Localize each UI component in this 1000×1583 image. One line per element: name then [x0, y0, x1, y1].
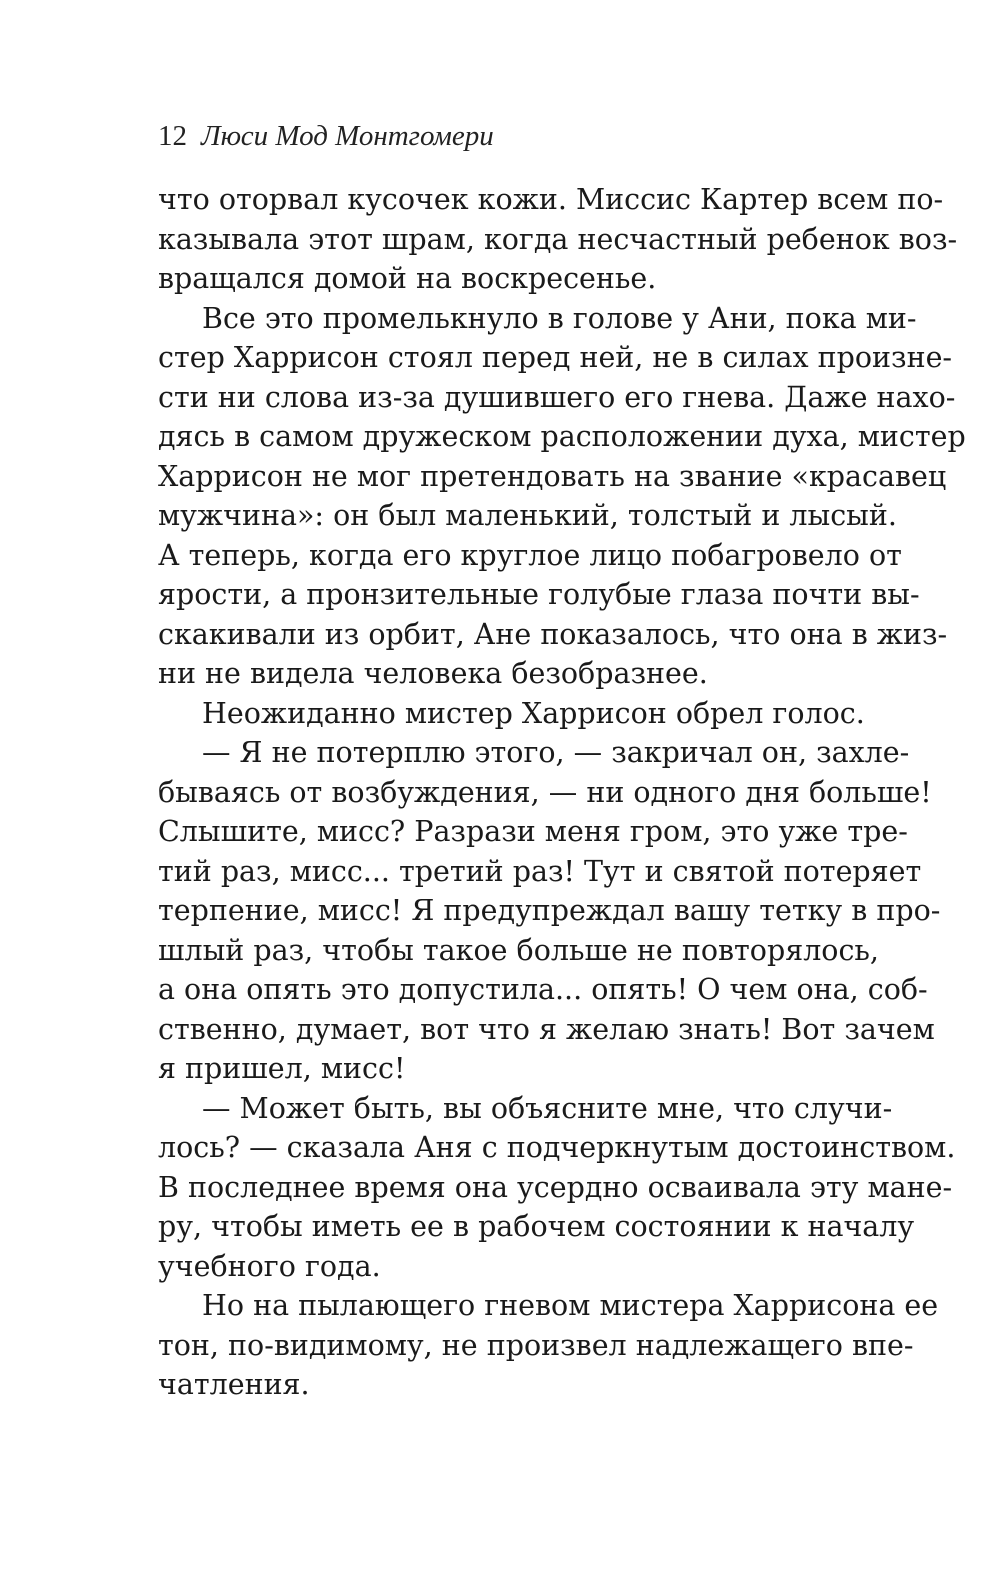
- text-line: а она опять это допустила... опять! О чем она, соб-: [158, 973, 928, 1006]
- text-line: стер Харрисон стоял перед ней, не в силах произне-: [158, 341, 953, 374]
- text-line: Слышите, мисс? Разрази меня гром, это уже тре-: [158, 815, 908, 848]
- text-line: я пришел, мисс!: [158, 1052, 406, 1085]
- text-line: учебного года.: [158, 1249, 381, 1283]
- text-line: скакивали из орбит, Ане показалось, что она в жиз-: [158, 617, 948, 651]
- text-line: казывала этот шрам, когда несчастный ребенок воз-: [158, 222, 958, 256]
- text-line: что оторвал кусочек кожи. Миссис Картер всем по-: [158, 183, 944, 216]
- text-line: Но на пылающего гневом мистера Харрисона ее: [202, 1289, 939, 1322]
- text-line: тий раз, мисс... третий раз! Тут и святой потеряет: [158, 854, 922, 888]
- text-line: А теперь, когда его круглое лицо побагровело от: [158, 538, 902, 572]
- text-line: вращался домой на воскресенье.: [158, 262, 657, 295]
- text-line: Харрисон не мог претендовать на звание «красавец: [158, 459, 947, 493]
- text-line: ни не видела человека безобразнее.: [158, 657, 708, 690]
- text-line: В последнее время она усердно осваивала эту мане-: [158, 1170, 953, 1204]
- text-line: ярости, а пронзительные голубые глаза почти вы-: [158, 578, 920, 611]
- text-line: сти ни слова из-за душившего его гнева. Даже нахо-: [158, 380, 956, 414]
- text-line: дясь в самом дружеском расположении духа, мистер: [158, 420, 966, 453]
- text-line: шлый раз, чтобы такое больше не повторялось,: [158, 933, 879, 967]
- text-line: мужчина»: он был маленький, толстый и лысый.: [158, 499, 897, 532]
- running-head: [158, 118, 494, 154]
- text-line: Все это промелькнуло в голове у Ани, пока ми-: [202, 301, 917, 335]
- text-line: лось? — сказала Аня с подчеркнутым достоинством.: [158, 1131, 956, 1164]
- page-number: 12: [158, 120, 187, 152]
- text-line: бываясь от возбуждения, — ни одного дня больше!: [158, 775, 932, 809]
- text-line: Неожиданно мистер Харрисон обрел голос.: [202, 696, 865, 730]
- text-line: терпение, мисс! Я предупреждал вашу тетку в про-: [158, 894, 941, 927]
- text-line: ственно, думает, вот что я желаю знать! Вот зачем: [158, 1012, 935, 1046]
- text-line: чатления.: [158, 1368, 310, 1401]
- body-text: [158, 180, 966, 1405]
- text-line: ру, чтобы иметь ее в рабочем состоянии к началу: [158, 1210, 915, 1243]
- text-line: — Я не потерплю этого, — закричал он, захле-: [202, 736, 910, 769]
- text-line: тон, по-видимому, не произвел надлежащего впе-: [158, 1328, 914, 1362]
- author-name: Люси Мод Монтгомери: [201, 120, 494, 152]
- text-line: — Может быть, вы объясните мне, что случи-: [202, 1091, 893, 1125]
